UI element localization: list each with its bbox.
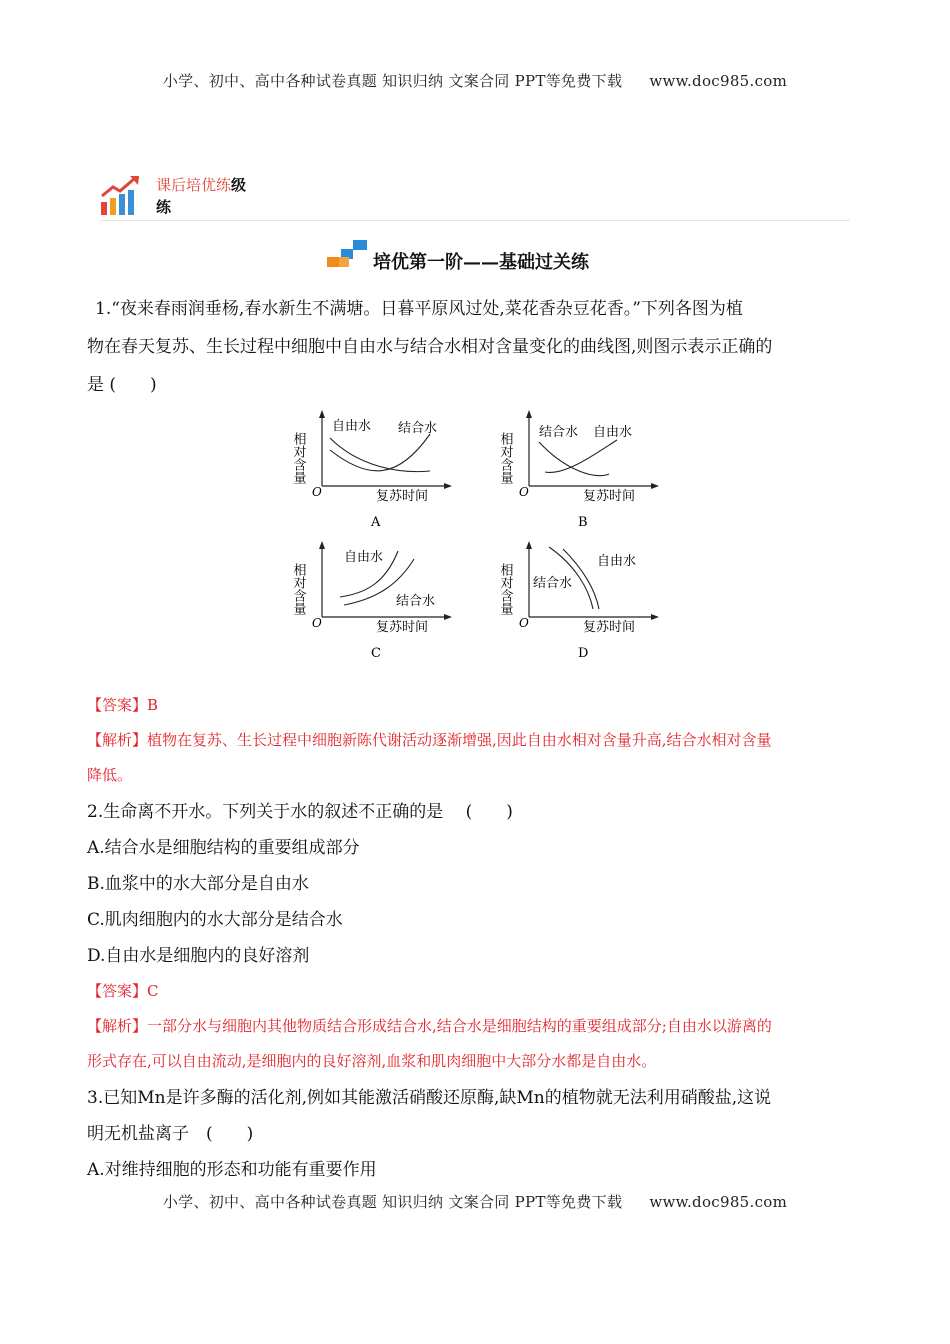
q2-option-a: A.结合水是细胞结构的重要组成部分 — [87, 838, 360, 858]
footer-site-link[interactable]: www.doc985.com — [649, 1193, 788, 1211]
q3-stem-line1: 3.已知Mn是许多酶的活化剂,例如其能激活硝酸还原酶,缺Mn的植物就无法利用硝酸盐,这说 — [87, 1088, 772, 1108]
curve2-label: 结合水 — [398, 421, 438, 436]
stage-title: 培优第一阶——基础过关练 — [373, 252, 589, 273]
figure-label: B — [578, 515, 588, 530]
figure-label: A — [371, 515, 381, 530]
section-tag — [100, 174, 340, 220]
y-axis-label: 相对含量 — [290, 563, 306, 615]
curve2-label: 结合水 — [396, 594, 436, 609]
q1-analysis-line2: 降低。 — [87, 766, 133, 784]
figure-label: C — [371, 646, 381, 661]
figure-d — [497, 545, 655, 664]
header-text: 小学、初中、高中各种试卷真题 知识归纳 文案合同 PPT等免费下载 — [162, 72, 623, 90]
x-axis-label: 复苏时间 — [583, 620, 636, 635]
header-site-link[interactable]: www.doc985.com — [649, 72, 788, 90]
q2-answer: 【答案】C — [87, 982, 159, 1000]
q2-option-b: B.血浆中的水大部分是自由水 — [87, 874, 309, 894]
curve1-label: 结合水 — [533, 576, 573, 591]
figure-label: D — [578, 646, 589, 661]
y-axis-label: 相对含量 — [497, 432, 513, 484]
origin-label: O — [519, 616, 529, 630]
q1-answer: 【答案】B — [87, 696, 159, 714]
q1-stem-line3: 是 ( ) — [87, 375, 157, 395]
q2-analysis-line1: 【解析】一部分水与细胞内其他物质结合形成结合水,结合水是细胞结构的重要组成部分;自由水以游离的 — [87, 1017, 772, 1035]
curve1-label: 自由水 — [344, 550, 384, 565]
curve-ziyou — [545, 440, 617, 472]
x-axis-label: 复苏时间 — [376, 620, 429, 635]
origin-label: O — [519, 485, 529, 499]
curve-jiehe — [330, 434, 430, 471]
origin-label: O — [312, 616, 322, 630]
curve-ziyou — [330, 438, 430, 472]
page-header — [0, 70, 950, 91]
footer-text: 小学、初中、高中各种试卷真题 知识归纳 文案合同 PPT等免费下载 — [162, 1193, 623, 1211]
divider — [100, 220, 850, 221]
growth-chart-icon — [100, 176, 142, 216]
curve1-label: 自由水 — [332, 419, 372, 434]
origin-label: O — [312, 485, 322, 499]
figure-b — [497, 414, 655, 533]
x-axis-label: 复苏时间 — [583, 489, 636, 504]
stairs-icon — [327, 236, 369, 268]
figure-c — [290, 545, 448, 664]
curve2-label: 自由水 — [593, 425, 633, 440]
y-axis-label: 相对含量 — [290, 432, 306, 484]
x-axis-label: 复苏时间 — [376, 489, 429, 504]
figure-a — [290, 414, 448, 533]
q2-option-d: D.自由水是细胞内的良好溶剂 — [87, 946, 310, 966]
curve-jiehe — [539, 442, 609, 476]
q2-option-c: C.肌肉细胞内的水大部分是结合水 — [87, 910, 343, 930]
page-footer — [0, 1191, 950, 1212]
q1-stem-line1: 1.“夜来春雨润垂杨,春水新生不满塘。日暮平原风过处,菜花香杂豆花香。”下列各图为植 — [95, 299, 743, 319]
y-axis-label: 相对含量 — [497, 563, 513, 615]
q2-analysis-line2: 形式存在,可以自由流动,是细胞内的良好溶剂,血浆和肌肉细胞中大部分水都是自由水。 — [87, 1052, 657, 1070]
curve1-label: 结合水 — [539, 425, 579, 440]
q3-option-a: A.对维持细胞的形态和功能有重要作用 — [87, 1160, 377, 1180]
q1-analysis-line1: 【解析】植物在复苏、生长过程中细胞新陈代谢活动逐渐增强,因此自由水相对含量升高,结合水相对含量 — [87, 731, 772, 749]
q2-stem: 2.生命离不开水。下列关于水的叙述不正确的是 ( ) — [87, 802, 513, 822]
section-tag-label: 课后培优练级 练 — [156, 176, 247, 216]
curve2-label: 自由水 — [597, 554, 637, 569]
q1-stem-line2: 物在春天复苏、生长过程中细胞中自由水与结合水相对含量变化的曲线图,则图示表示正确的 — [87, 337, 773, 357]
q3-stem-line2: 明无机盐离子 ( ) — [87, 1124, 254, 1144]
